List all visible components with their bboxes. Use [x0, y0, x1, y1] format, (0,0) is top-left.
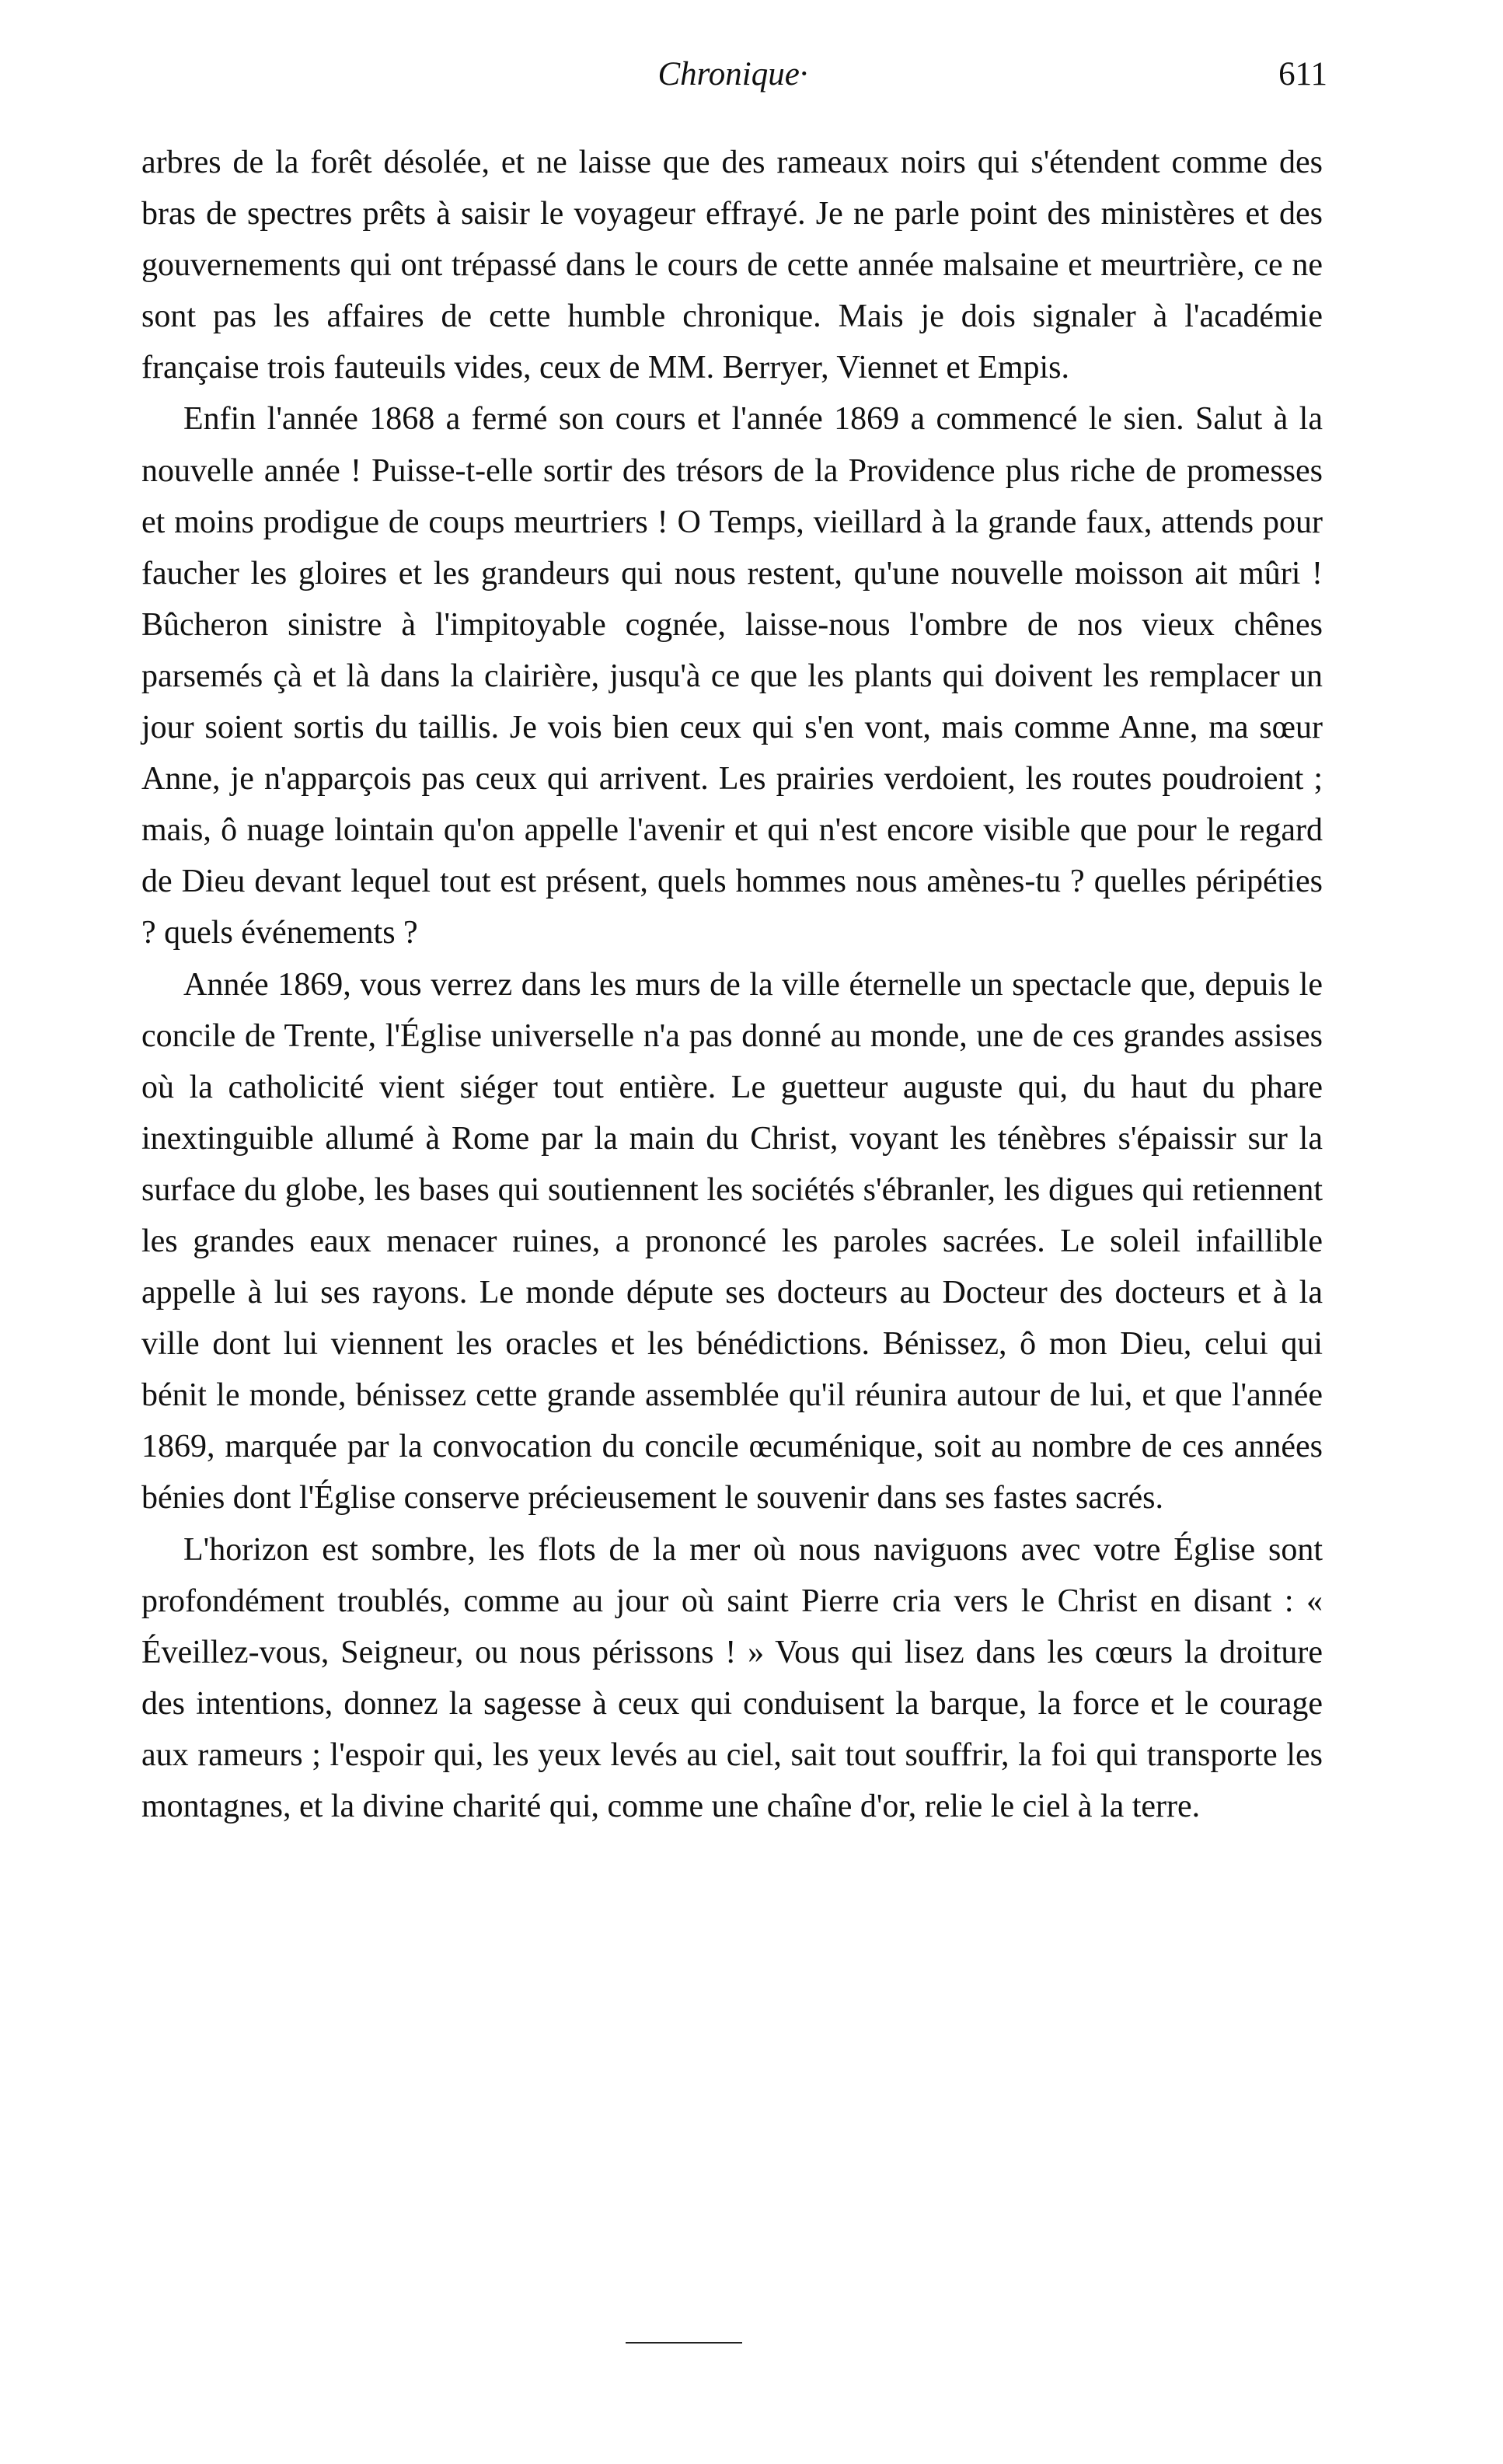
running-header — [138, 51, 1327, 98]
body-text — [141, 137, 1323, 1832]
paragraph: L'horizon est sombre, les flots de la mer où nous naviguons avec votre Église sont profondément troublés, comme au jour où saint Pierre cria vers le Christ en disant : « Éveillez-vous, Seigneur, ou nous périssons ! » Vous qui lisez dans les cœurs la droiture des intentions, donnez la sagesse à ceux qui conduisent la barque, la force et le courage aux rameurs ; l'espoir qui, les yeux levés au ciel, sait tout souffrir, la foi qui transporte les montagnes, et la divine charité qui, comme une chaîne d'or, relie le ciel à la terre. — [141, 1531, 1323, 1824]
paragraph: Enfin l'année 1868 a fermé son cours et l'année 1869 a commencé le sien. Salut à la nouvelle année ! Puisse-t-elle sortir des trésors de la Providence plus riche de promesses et moins prodigue de coups meurtriers ! O Temps, vieillard à la grande faux, attends pour faucher les gloires et les grandeurs qui nous restent, qu'une nouvelle moisson ait mûri ! Bûcheron sinistre à l'impitoyable cognée, laisse-nous l'ombre de nos vieux chênes parsemés çà et là dans la clairière, jusqu'à ce que les plants qui doivent les remplacer un jour soient sortis du taillis. Je vois bien ceux qui s'en vont, mais comme Anne, ma sœur Anne, je n'apparçois pas ceux qui arrivent. Les prairies verdoient, les routes poudroient ; mais, ô nuage lointain qu'on appelle l'avenir et qui n'est encore visible que pour le regard de Dieu devant lequel tout est présent, quels hommes nous amènes-tu ? quelles péripéties ? quels événements ? — [141, 401, 1323, 951]
page-number: 611 — [1278, 56, 1327, 92]
section-end-rule — [626, 2342, 742, 2344]
paragraph-continued: arbres de la forêt désolée, et ne laisse que des rameaux noirs qui s'étendent comme des bras de spectres prêts à saisir le voyageur effrayé. Je ne parle point des ministères et des gouvernements qui ont trépassé dans le cours de cette année malsaine et meurtrière, ce ne sont pas les affaires de cette humble chronique. Mais je dois signaler à l'académie française trois fauteuils vides, ceux de MM. Berryer, Viennet et Empis. — [141, 145, 1323, 386]
running-title: Chronique· — [657, 56, 808, 92]
paragraph: Année 1869, vous verrez dans les murs de la ville éternelle un spectacle que, depuis le concile de Trente, l'Église universelle n'a pas donné au monde, une de ces grandes assises où la catholicité vient siéger tout entière. Le guetteur auguste qui, du haut du phare inextinguible allumé à Rome par la main du Christ, voyant les ténèbres s'épaissir sur la surface du globe, les bases qui soutiennent les sociétés s'ébranler, les digues qui retiennent les grandes eaux menacer ruines, a prononcé les paroles sacrées. Le soleil infaillible appelle à lui ses rayons. Le monde députe ses docteurs au Docteur des docteurs et à la ville dont lui viennent les oracles et les bénédictions. Bénissez, ô mon Dieu, celui qui bénit le monde, bénissez cette grande assemblée qu'il réunira autour de lui, et que l'année 1869, marquée par la convocation du concile œcuménique, soit au nombre de ces années bénies dont l'Église conserve précieusement le souvenir dans ses fastes sacrés. — [141, 966, 1323, 1516]
